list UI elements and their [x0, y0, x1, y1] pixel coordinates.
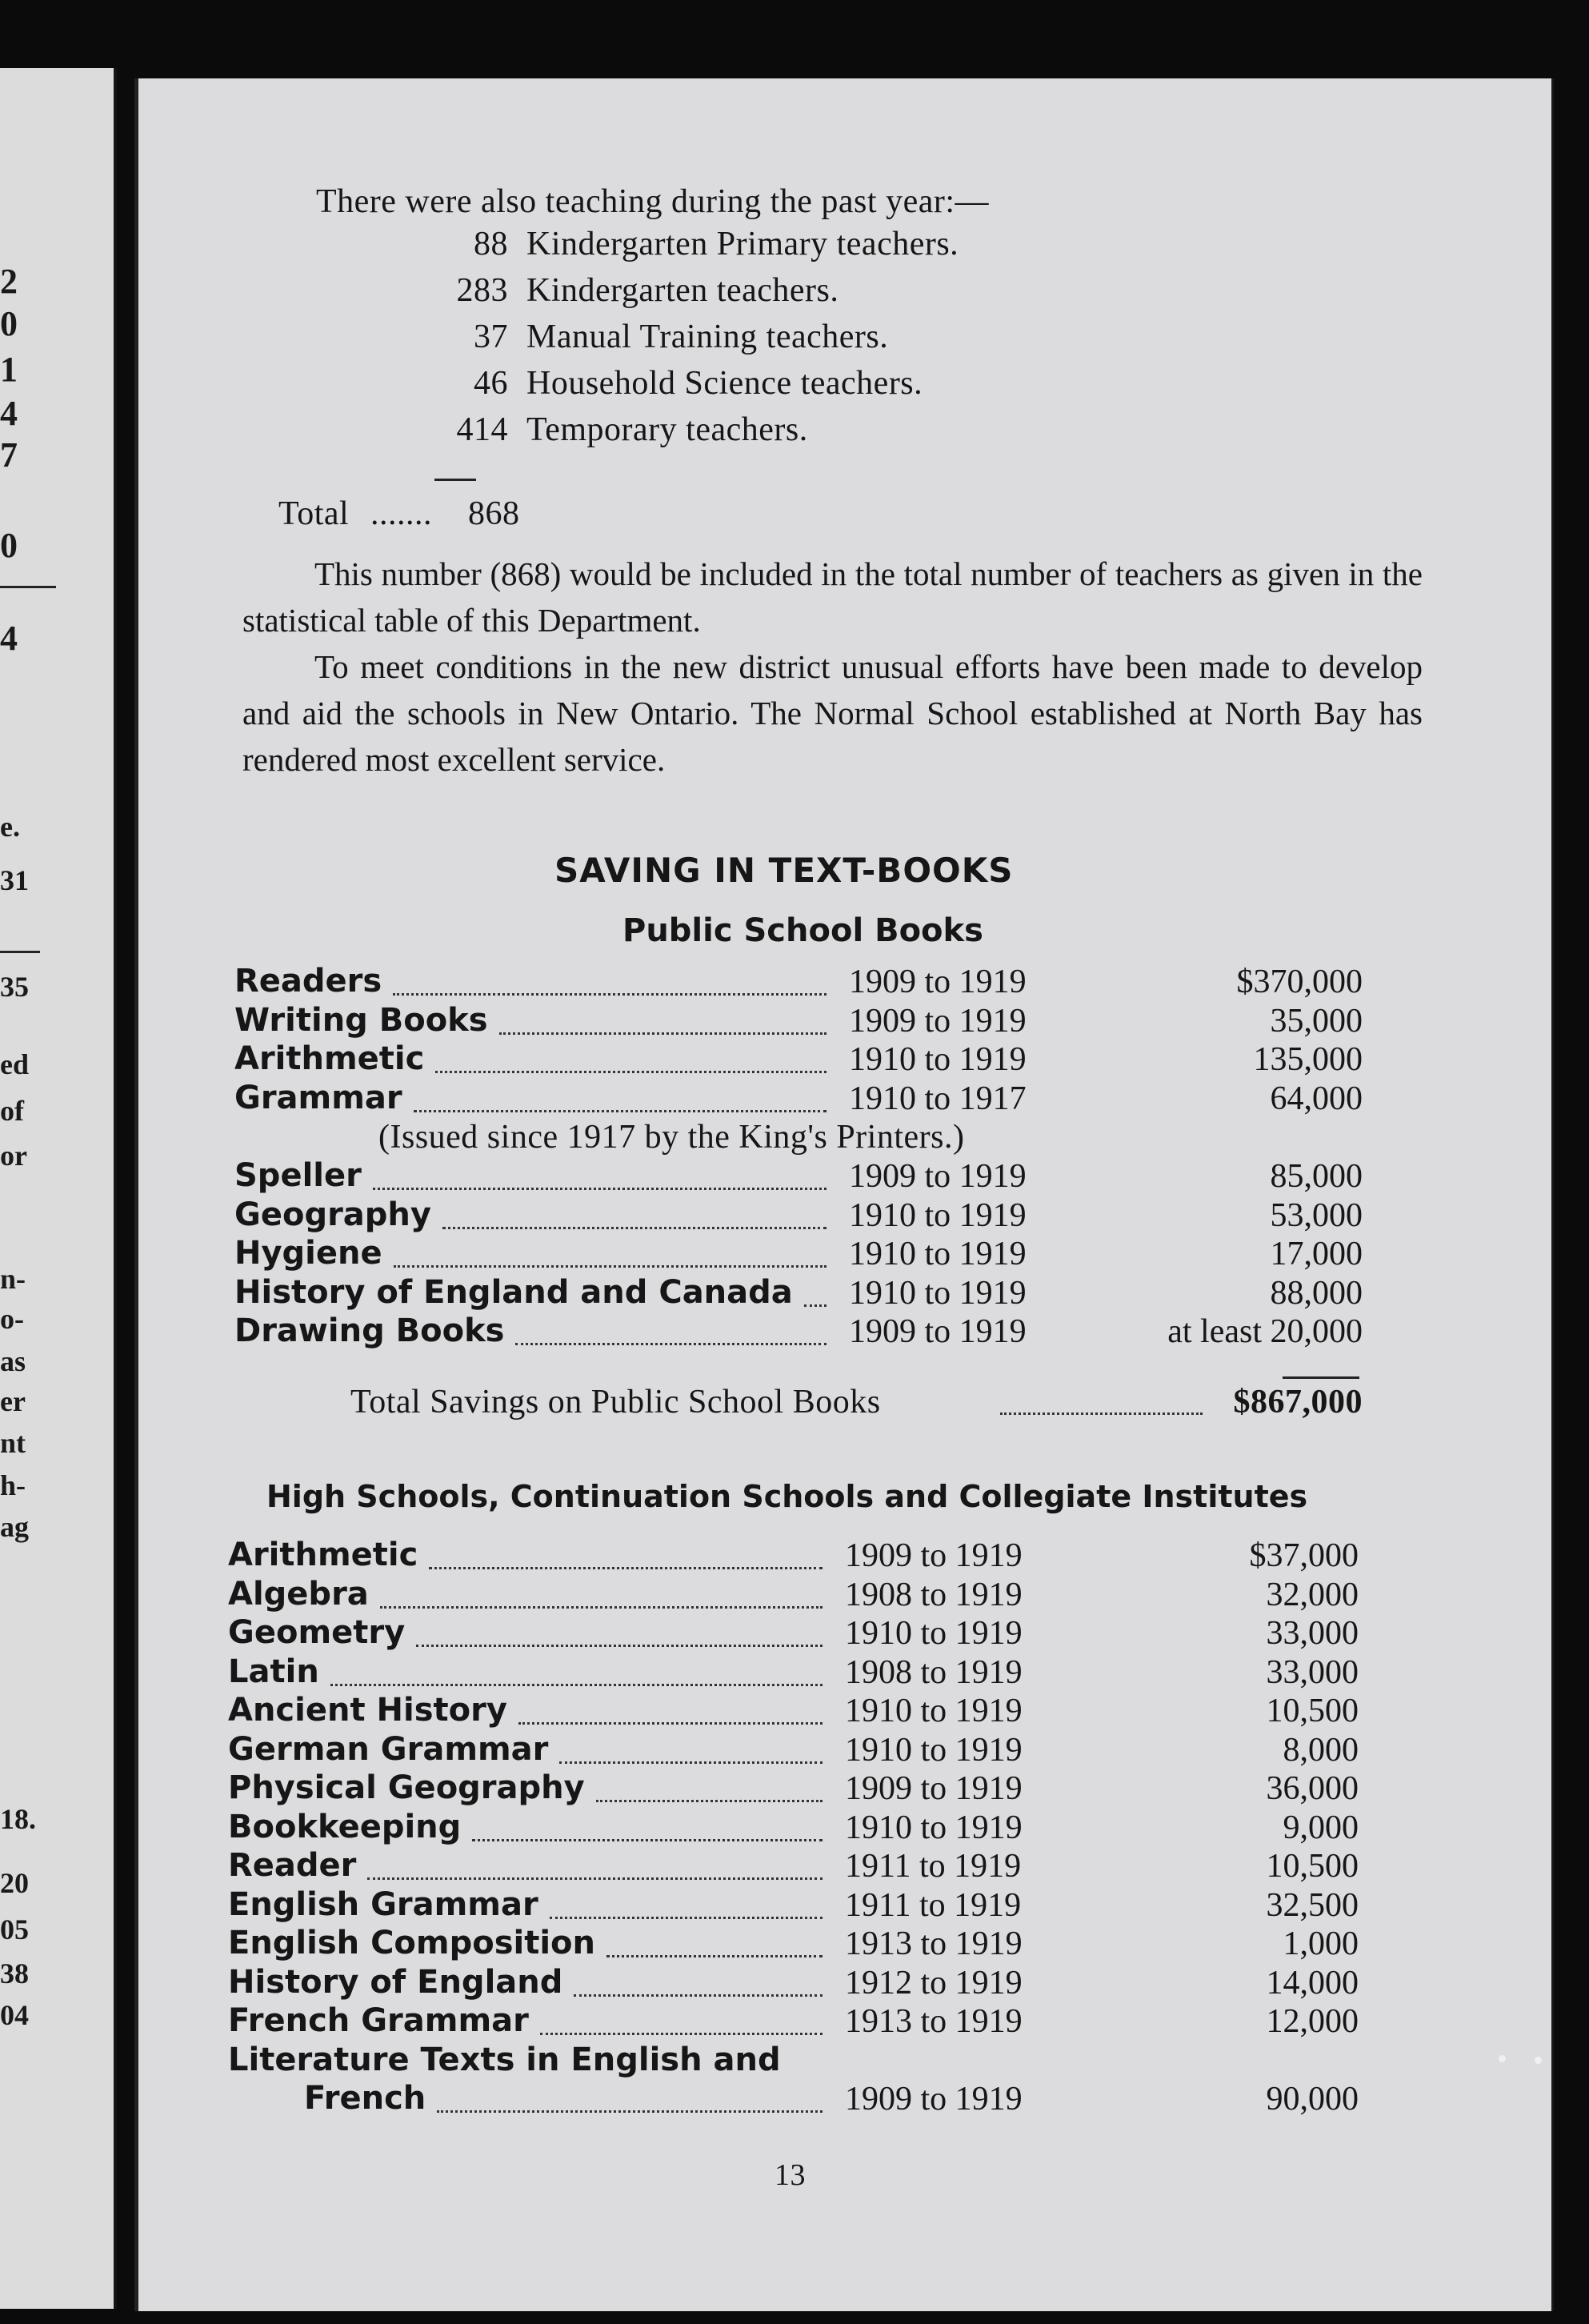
left-page-rule [0, 951, 40, 953]
left-page-fragment: 0 [0, 304, 18, 343]
year-range: 1908 to 1919 [845, 1653, 1023, 1691]
savings-amount: 85,000 [1270, 1158, 1363, 1195]
book-title: Physical Geography [228, 1769, 585, 1806]
year-range: 1909 to 1919 [845, 2081, 1023, 2118]
leader-dots [380, 1606, 823, 1609]
leader-dots [435, 1071, 827, 1073]
book-title: Readers [234, 963, 382, 1000]
left-page-fragment: o- [0, 1303, 24, 1335]
left-page-fragment: 31 [0, 864, 29, 896]
left-page-fragment: er [0, 1385, 26, 1417]
savings-amount: 33,000 [1266, 1615, 1359, 1652]
savings-amount: 1,000 [1283, 1925, 1359, 1962]
savings-amount: 14,000 [1266, 1964, 1359, 2001]
left-page-fragment: 18. [0, 1803, 36, 1835]
year-range: 1909 to 1919 [849, 964, 1027, 1000]
book-title: Drawing Books [234, 1312, 505, 1350]
leader-dots [394, 1265, 827, 1268]
savings-amount: 35,000 [1270, 1002, 1363, 1040]
public-school-heading: Public School Books [622, 912, 983, 949]
year-range: 1913 to 1919 [845, 2003, 1023, 2040]
leader-dots [367, 1877, 823, 1880]
book-title: Algebra [228, 1575, 369, 1613]
book-title: Latin [228, 1653, 319, 1690]
savings-amount: 135,000 [1253, 1041, 1363, 1079]
intro-lead: There were also teaching during the past year:— [316, 183, 990, 220]
book-title: Grammar [234, 1079, 402, 1116]
leader-dots [429, 1567, 823, 1569]
savings-amount: $37,000 [1249, 1537, 1359, 1574]
leader-dots [442, 1227, 827, 1229]
savings-amount: 90,000 [1266, 2081, 1359, 2118]
leader-dots [606, 1955, 823, 1957]
year-range: 1912 to 1919 [845, 1964, 1023, 2001]
year-range: 1910 to 1919 [849, 1196, 1027, 1234]
teacher-count-label: Household Science teachers. [526, 365, 923, 402]
book-title: French Grammar [228, 2002, 529, 2039]
teacher-count-label: Kindergarten teachers. [526, 272, 839, 309]
left-page-fragment: 4 [0, 619, 18, 658]
book-title: Reader [228, 1847, 357, 1884]
leader-dots [540, 2033, 823, 2035]
year-range: 1909 to 1919 [849, 1313, 1027, 1351]
intro-total-dots: ....... [370, 495, 432, 532]
year-range: 1910 to 1919 [845, 1809, 1023, 1846]
savings-amount: 64,000 [1270, 1080, 1363, 1117]
leader-dots [499, 1032, 827, 1035]
paragraph-2: To meet conditions in the new district unusual efforts have been made to develop and aid the schools in New Ontario. The Normal School established at North Bay has rendered most excellent service. [242, 648, 1423, 778]
leader-dots [518, 1722, 823, 1725]
year-range: 1913 to 1919 [845, 1925, 1023, 1962]
teacher-count-number: 414 [456, 411, 508, 448]
left-page-fragment: 38 [0, 1957, 29, 1989]
leader-dots [373, 1188, 827, 1190]
teacher-count-number: 88 [474, 226, 508, 262]
savings-amount: 32,500 [1266, 1886, 1359, 1924]
document-page [134, 78, 1554, 2311]
left-page-fragment: or [0, 1140, 27, 1172]
savings-amount: 12,000 [1266, 2003, 1359, 2040]
year-range: 1910 to 1919 [845, 1731, 1023, 1769]
teacher-count-label: Temporary teachers. [526, 411, 808, 448]
year-range: 1909 to 1919 [849, 1002, 1027, 1040]
leader-dots [393, 993, 827, 996]
book-title: History of England [228, 1963, 563, 2001]
savings-amount: 10,500 [1266, 1848, 1359, 1885]
left-page-fragment: 2 [0, 262, 18, 301]
total-rule [434, 479, 476, 481]
public-total-amount: $867,000 [1233, 1384, 1363, 1420]
year-range: 1908 to 1919 [845, 1576, 1023, 1613]
book-title: German Grammar [228, 1730, 549, 1768]
leader-dots [596, 1800, 823, 1802]
book-title: Hygiene [234, 1235, 382, 1272]
left-page-fragment: ag [0, 1511, 29, 1543]
year-range: 1910 to 1919 [845, 1615, 1023, 1652]
leader-dots [414, 1110, 827, 1112]
year-range: 1909 to 1919 [849, 1158, 1027, 1195]
teacher-count-number: 283 [456, 272, 508, 309]
book-title-continued: French [304, 2080, 426, 2117]
leader-dots [804, 1304, 827, 1307]
year-range: 1910 to 1919 [849, 1041, 1027, 1079]
book-title: Geography [234, 1196, 431, 1233]
left-page-fragment: ed [0, 1048, 29, 1080]
leader-dots [330, 1684, 823, 1686]
year-range: 1910 to 1919 [845, 1693, 1023, 1729]
leader-dots [416, 1645, 823, 1647]
left-page-fragment: 04 [0, 1999, 29, 2031]
intro-total-value: 868 [468, 495, 520, 532]
book-title: English Composition [228, 1925, 596, 1961]
left-page-fragment: 0 [0, 526, 18, 565]
intro-total-label: Total [278, 495, 350, 532]
leader-dots [437, 2110, 823, 2113]
left-page-fragment: nt [0, 1427, 26, 1459]
year-range: 1909 to 1919 [845, 1537, 1023, 1574]
book-title: Bookkeeping [228, 1808, 462, 1845]
print-speck [1499, 2055, 1506, 2062]
table-note: (Issued since 1917 by the King's Printers.) [378, 1119, 965, 1156]
leader-dots [574, 1994, 823, 1997]
public-total-label: Total Savings on Public School Books [350, 1384, 881, 1420]
teacher-count-number: 37 [474, 319, 508, 355]
left-page-fragment: of [0, 1095, 24, 1127]
left-page-fragment: 1 [0, 350, 18, 389]
left-page-fragment: 05 [0, 1913, 29, 1945]
teacher-count-label: Manual Training teachers. [526, 319, 889, 355]
left-facing-page [0, 68, 117, 2309]
year-range: 1910 to 1917 [849, 1080, 1027, 1117]
leader-dots [472, 1839, 823, 1841]
year-range: 1910 to 1919 [849, 1274, 1027, 1312]
savings-amount: 10,500 [1266, 1693, 1359, 1729]
left-page-fragment: as [0, 1345, 26, 1377]
savings-amount: 36,000 [1266, 1770, 1359, 1807]
book-title: Geometry [228, 1614, 406, 1651]
leader-dots [559, 1761, 823, 1764]
savings-amount: 17,000 [1270, 1236, 1363, 1273]
book-title: History of England and Canada [234, 1273, 793, 1311]
public-total-rule [1283, 1376, 1359, 1379]
left-page-fragment: e. [0, 811, 20, 843]
section-title: SAVING IN TEXT-BOOKS [554, 851, 1014, 890]
savings-amount: at least 20,000 [1167, 1313, 1363, 1351]
print-speck [1535, 2057, 1542, 2064]
page-number: 13 [774, 2158, 806, 2192]
savings-amount: $370,000 [1236, 964, 1363, 1000]
book-title: Arithmetic [228, 1537, 418, 1573]
book-title: Writing Books [234, 1001, 488, 1039]
left-page-fragment: 35 [0, 971, 29, 1003]
left-page-fragment: 7 [0, 435, 18, 475]
savings-amount: 33,000 [1266, 1653, 1359, 1691]
savings-amount: 88,000 [1270, 1274, 1363, 1312]
left-page-fragment: n- [0, 1263, 26, 1295]
book-title: Literature Texts in English and [228, 2041, 781, 2078]
book-title: Ancient History [228, 1692, 507, 1729]
left-page-fragment: 4 [0, 394, 18, 433]
left-page-rule [0, 586, 56, 588]
teacher-count-label: Kindergarten Primary teachers. [526, 226, 959, 262]
savings-amount: 9,000 [1283, 1809, 1359, 1846]
year-range: 1911 to 1919 [845, 1848, 1022, 1885]
left-page-fragment: 20 [0, 1867, 29, 1899]
year-range: 1911 to 1919 [845, 1886, 1022, 1924]
left-page-fragment: h- [0, 1469, 26, 1501]
paragraph-1: This number (868) would be included in the total number of teachers as given in the statistical table of this Department. [242, 555, 1423, 639]
savings-amount: 32,000 [1266, 1576, 1359, 1613]
book-title: Speller [234, 1157, 362, 1194]
book-title: English Grammar [228, 1885, 538, 1923]
year-range: 1909 to 1919 [845, 1770, 1023, 1807]
savings-amount: 53,000 [1270, 1196, 1363, 1234]
leader-dots [550, 1917, 823, 1919]
year-range: 1910 to 1919 [849, 1236, 1027, 1273]
high-school-heading: High Schools, Continuation Schools and Collegiate Institutes [266, 1479, 1308, 1514]
leader-dots [515, 1343, 827, 1345]
public-total-leader [1000, 1412, 1203, 1415]
teacher-count-number: 46 [474, 365, 508, 402]
book-title: Arithmetic [234, 1040, 425, 1078]
savings-amount: 8,000 [1283, 1731, 1359, 1769]
